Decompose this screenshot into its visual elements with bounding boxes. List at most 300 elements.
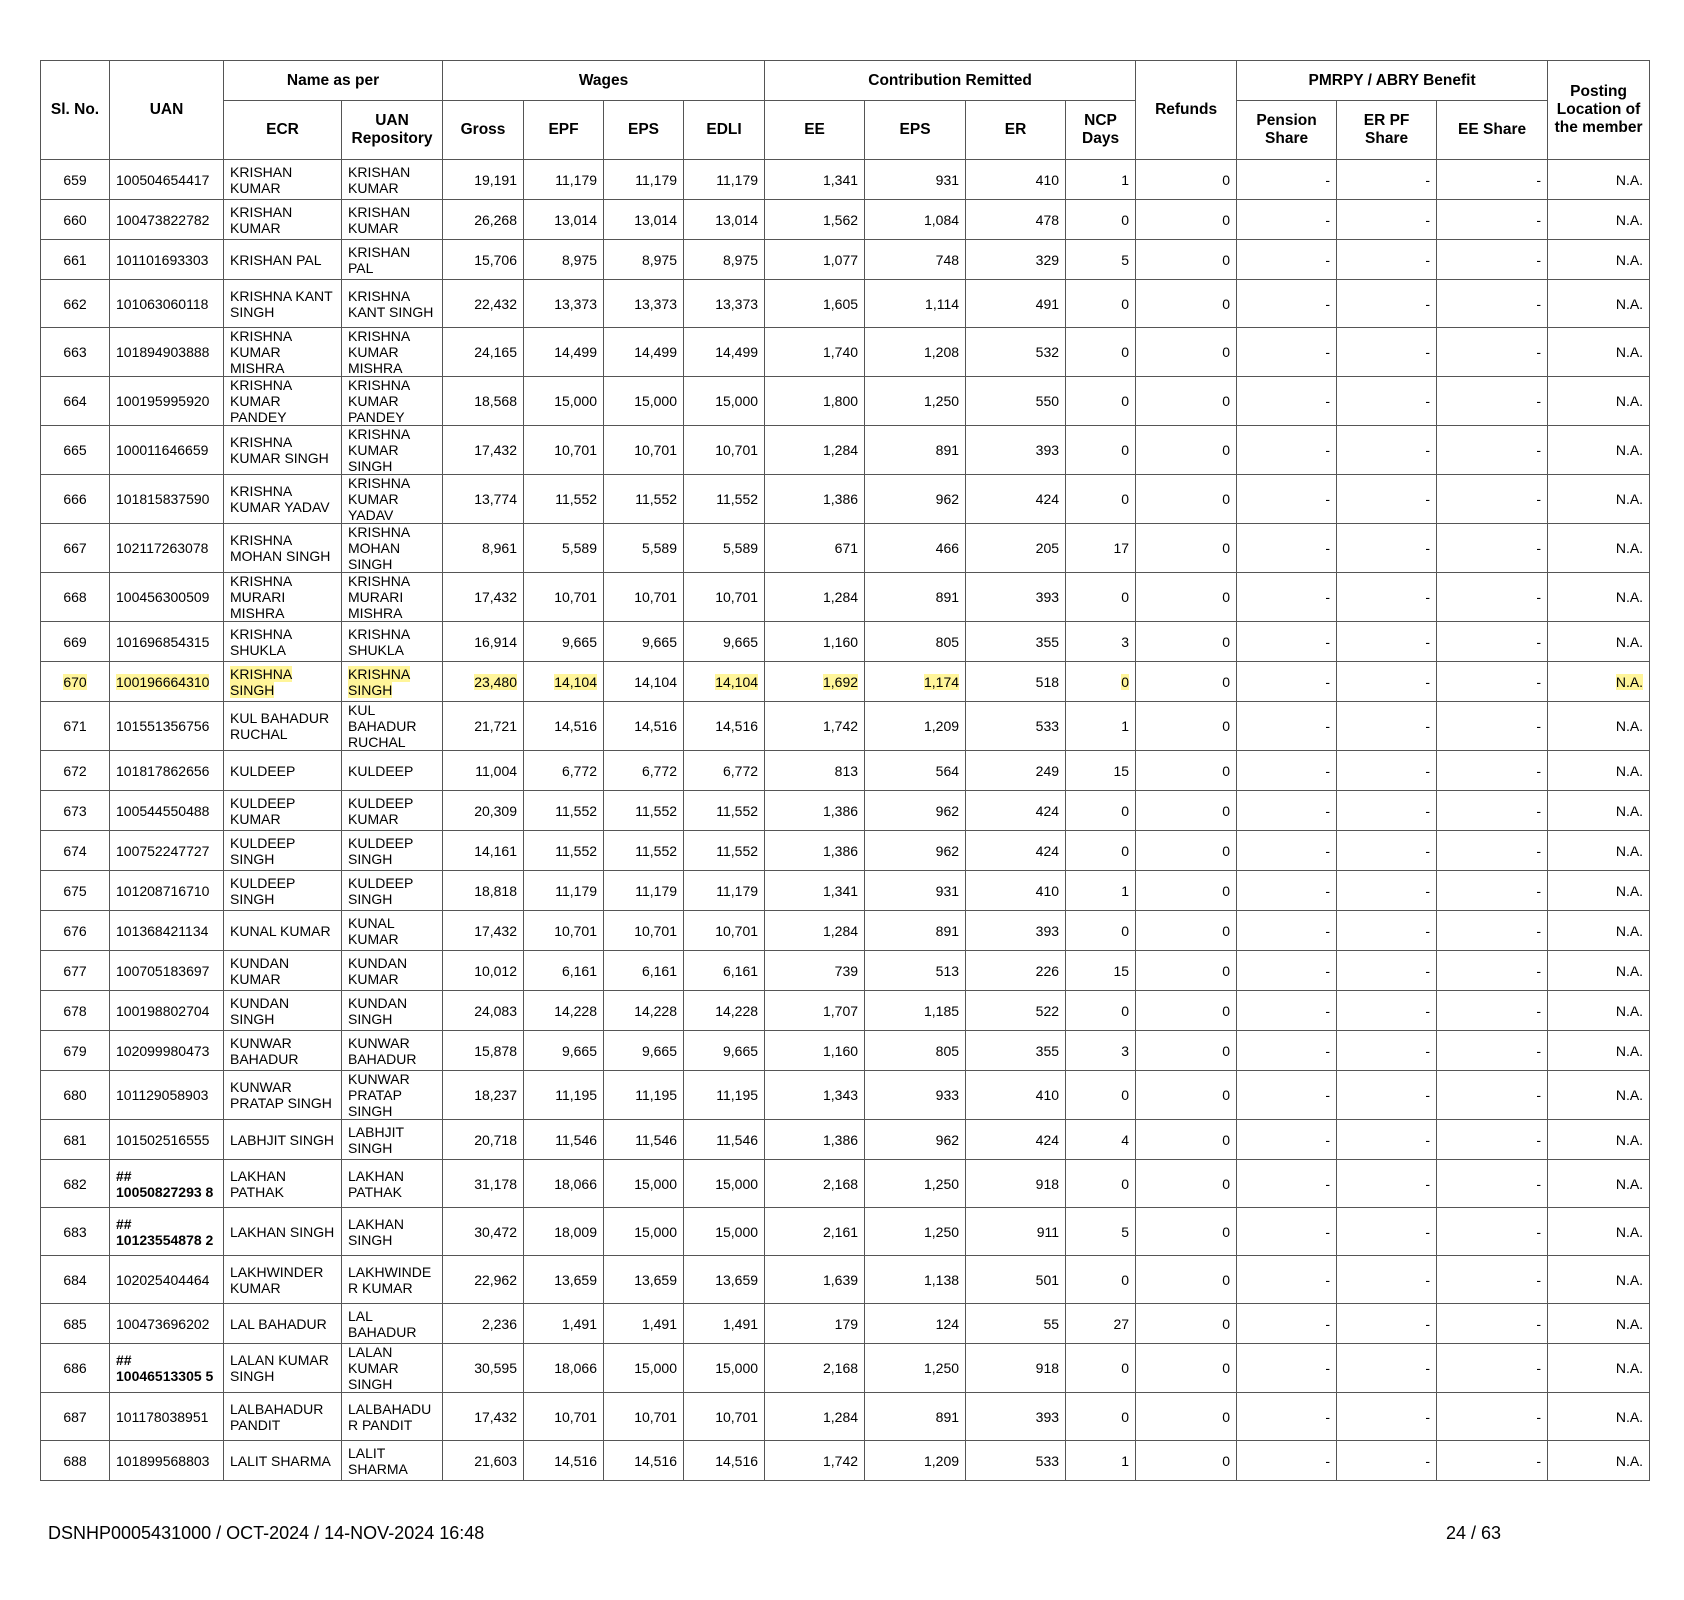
cell-er-pf-share: - xyxy=(1337,622,1437,662)
cell-sl-no: 666 xyxy=(41,475,110,524)
cell-uan: 100544550488 xyxy=(110,791,224,831)
cell-sl-no: 677 xyxy=(41,951,110,991)
cell-name-ecr: KULDEEP xyxy=(224,751,342,791)
cell-ee: 671 xyxy=(765,524,865,573)
cell-refunds: 0 xyxy=(1136,662,1237,702)
cell-posting-location: N.A. xyxy=(1548,377,1650,426)
cell-ee-share: - xyxy=(1437,1031,1548,1071)
cell-ee-share: - xyxy=(1437,160,1548,200)
cell-ee: 1,639 xyxy=(765,1256,865,1304)
col-sl-no: Sl. No. xyxy=(41,61,110,160)
cell-refunds: 0 xyxy=(1136,951,1237,991)
cell-epf: 10,701 xyxy=(524,573,604,622)
cell-gross: 19,191 xyxy=(443,160,524,200)
cell-edli: 15,000 xyxy=(684,1160,765,1208)
cell-edli: 11,552 xyxy=(684,791,765,831)
cell-name-repository: KULDEEP xyxy=(342,751,443,791)
cell-ncp-days: 0 xyxy=(1066,1071,1136,1120)
cell-name-ecr: KULDEEP SINGH xyxy=(224,831,342,871)
cell-sl-no: 681 xyxy=(41,1120,110,1160)
cell-posting-location: N.A. xyxy=(1548,426,1650,475)
cell-ee-share: - xyxy=(1437,871,1548,911)
cell-gross: 18,568 xyxy=(443,377,524,426)
cell-refunds: 0 xyxy=(1136,377,1237,426)
cell-eps-contribution: 933 xyxy=(865,1071,966,1120)
table-row xyxy=(41,377,1650,426)
cell-er: 911 xyxy=(966,1208,1066,1256)
cell-name-ecr: LAKHAN SINGH xyxy=(224,1208,342,1256)
cell-eps-contribution: 564 xyxy=(865,751,966,791)
cell-pension-share: - xyxy=(1237,1160,1337,1208)
table-body xyxy=(41,160,1650,1481)
cell-er-pf-share: - xyxy=(1337,426,1437,475)
cell-name-repository: LALIT SHARMA xyxy=(342,1441,443,1481)
cell-sl-no: 674 xyxy=(41,831,110,871)
cell-uan: 102117263078 xyxy=(110,524,224,573)
cell-er-pf-share: - xyxy=(1337,791,1437,831)
cell-ee: 1,692 xyxy=(765,662,865,702)
cell-edli: 11,179 xyxy=(684,871,765,911)
cell-er: 393 xyxy=(966,911,1066,951)
table-row xyxy=(41,831,1650,871)
cell-er-pf-share: - xyxy=(1337,573,1437,622)
cell-ncp-days: 0 xyxy=(1066,991,1136,1031)
cell-refunds: 0 xyxy=(1136,1344,1237,1393)
cell-eps-contribution: 1,209 xyxy=(865,702,966,751)
cell-posting-location: N.A. xyxy=(1548,1208,1650,1256)
cell-er: 532 xyxy=(966,328,1066,377)
cell-gross: 22,432 xyxy=(443,280,524,328)
cell-er-pf-share: - xyxy=(1337,911,1437,951)
cell-er-pf-share: - xyxy=(1337,1208,1437,1256)
cell-edli: 13,659 xyxy=(684,1256,765,1304)
cell-name-repository: KULDEEP SINGH xyxy=(342,831,443,871)
cell-name-repository: KUNWAR PRATAP SINGH xyxy=(342,1071,443,1120)
cell-pension-share: - xyxy=(1237,911,1337,951)
cell-ee-share: - xyxy=(1437,951,1548,991)
cell-name-ecr: KUNDAN KUMAR xyxy=(224,951,342,991)
cell-eps: 13,373 xyxy=(604,280,684,328)
cell-epf: 14,516 xyxy=(524,1441,604,1481)
cell-ee: 1,160 xyxy=(765,1031,865,1071)
cell-ee-share: - xyxy=(1437,524,1548,573)
cell-name-repository: LABHJIT SINGH xyxy=(342,1120,443,1160)
cell-epf: 14,228 xyxy=(524,991,604,1031)
cell-gross: 18,818 xyxy=(443,871,524,911)
cell-epf: 5,589 xyxy=(524,524,604,573)
group-name-as-per: Name as per xyxy=(224,61,443,101)
col-epf: EPF xyxy=(524,101,604,160)
cell-sl-no: 668 xyxy=(41,573,110,622)
cell-er: 355 xyxy=(966,1031,1066,1071)
cell-eps-contribution: 1,084 xyxy=(865,200,966,240)
cell-pension-share: - xyxy=(1237,426,1337,475)
cell-eps: 13,659 xyxy=(604,1256,684,1304)
cell-ncp-days: 0 xyxy=(1066,280,1136,328)
cell-ncp-days: 0 xyxy=(1066,1256,1136,1304)
table-header xyxy=(41,61,1650,160)
cell-name-repository: KUNDAN SINGH xyxy=(342,991,443,1031)
cell-name-ecr: KUNWAR PRATAP SINGH xyxy=(224,1071,342,1120)
cell-edli: 11,552 xyxy=(684,475,765,524)
table-row xyxy=(41,791,1650,831)
cell-uan: 100011646659 xyxy=(110,426,224,475)
cell-ncp-days: 0 xyxy=(1066,791,1136,831)
cell-name-ecr: KULDEEP SINGH xyxy=(224,871,342,911)
table-row xyxy=(41,1208,1650,1256)
cell-eps-contribution: 805 xyxy=(865,622,966,662)
cell-eps-contribution: 1,250 xyxy=(865,377,966,426)
cell-sl-no: 688 xyxy=(41,1441,110,1481)
col-ee-share: EE Share xyxy=(1437,101,1548,160)
cell-ee-share: - xyxy=(1437,991,1548,1031)
cell-er: 393 xyxy=(966,426,1066,475)
cell-pension-share: - xyxy=(1237,871,1337,911)
cell-pension-share: - xyxy=(1237,573,1337,622)
cell-edli: 13,014 xyxy=(684,200,765,240)
cell-ee-share: - xyxy=(1437,377,1548,426)
cell-eps-contribution: 1,114 xyxy=(865,280,966,328)
cell-ee: 2,161 xyxy=(765,1208,865,1256)
table-row xyxy=(41,871,1650,911)
cell-er-pf-share: - xyxy=(1337,1120,1437,1160)
cell-uan: 101815837590 xyxy=(110,475,224,524)
cell-uan: 101551356756 xyxy=(110,702,224,751)
cell-name-ecr: KRISHNA SHUKLA xyxy=(224,622,342,662)
cell-uan: ## 10050827293 8 xyxy=(110,1160,224,1208)
table-row xyxy=(41,662,1650,702)
cell-name-repository: LALBAHADU R PANDIT xyxy=(342,1393,443,1441)
cell-uan: 100473696202 xyxy=(110,1304,224,1344)
cell-ee-share: - xyxy=(1437,662,1548,702)
cell-ee-share: - xyxy=(1437,426,1548,475)
cell-er-pf-share: - xyxy=(1337,1256,1437,1304)
cell-posting-location: N.A. xyxy=(1548,871,1650,911)
group-wages: Wages xyxy=(443,61,765,101)
cell-er-pf-share: - xyxy=(1337,831,1437,871)
cell-gross: 17,432 xyxy=(443,573,524,622)
cell-posting-location: N.A. xyxy=(1548,911,1650,951)
cell-ee-share: - xyxy=(1437,1160,1548,1208)
cell-epf: 9,665 xyxy=(524,1031,604,1071)
table-row xyxy=(41,991,1650,1031)
cell-name-ecr: KRISHNA KUMAR SINGH xyxy=(224,426,342,475)
table-row xyxy=(41,1441,1650,1481)
cell-eps: 14,228 xyxy=(604,991,684,1031)
cell-ee-share: - xyxy=(1437,1393,1548,1441)
cell-ncp-days: 1 xyxy=(1066,702,1136,751)
cell-edli: 11,552 xyxy=(684,831,765,871)
cell-er: 550 xyxy=(966,377,1066,426)
cell-epf: 15,000 xyxy=(524,377,604,426)
cell-ee: 1,343 xyxy=(765,1071,865,1120)
cell-eps: 6,772 xyxy=(604,751,684,791)
cell-sl-no: 662 xyxy=(41,280,110,328)
cell-name-repository: KUNAL KUMAR xyxy=(342,911,443,951)
table-row xyxy=(41,573,1650,622)
cell-eps: 10,701 xyxy=(604,573,684,622)
cell-ee-share: - xyxy=(1437,1256,1548,1304)
cell-pension-share: - xyxy=(1237,622,1337,662)
cell-eps-contribution: 931 xyxy=(865,160,966,200)
col-uan-repository: UAN Repository xyxy=(342,101,443,160)
cell-eps: 15,000 xyxy=(604,1160,684,1208)
cell-refunds: 0 xyxy=(1136,200,1237,240)
cell-ee-share: - xyxy=(1437,702,1548,751)
cell-er: 424 xyxy=(966,1120,1066,1160)
cell-eps: 9,665 xyxy=(604,1031,684,1071)
table-row xyxy=(41,951,1650,991)
cell-ee-share: - xyxy=(1437,1304,1548,1344)
cell-name-repository: KRISHNA SHUKLA xyxy=(342,622,443,662)
cell-refunds: 0 xyxy=(1136,475,1237,524)
cell-name-repository: KRISHAN PAL xyxy=(342,240,443,280)
cell-name-ecr: KRISHNA KANT SINGH xyxy=(224,280,342,328)
cell-gross: 21,721 xyxy=(443,702,524,751)
cell-edli: 14,499 xyxy=(684,328,765,377)
cell-ee: 1,386 xyxy=(765,475,865,524)
cell-edli: 1,491 xyxy=(684,1304,765,1344)
cell-ee-share: - xyxy=(1437,751,1548,791)
cell-er: 226 xyxy=(966,951,1066,991)
cell-name-ecr: KRISHNA KUMAR MISHRA xyxy=(224,328,342,377)
cell-sl-no: 685 xyxy=(41,1304,110,1344)
cell-eps: 14,104 xyxy=(604,662,684,702)
cell-eps: 14,516 xyxy=(604,702,684,751)
cell-ncp-days: 0 xyxy=(1066,200,1136,240)
cell-er-pf-share: - xyxy=(1337,951,1437,991)
cell-gross: 11,004 xyxy=(443,751,524,791)
cell-er: 410 xyxy=(966,1071,1066,1120)
col-eps: EPS xyxy=(604,101,684,160)
col-gross: Gross xyxy=(443,101,524,160)
cell-ncp-days: 3 xyxy=(1066,622,1136,662)
cell-ee: 1,742 xyxy=(765,702,865,751)
cell-ncp-days: 17 xyxy=(1066,524,1136,573)
cell-ee-share: - xyxy=(1437,1208,1548,1256)
cell-refunds: 0 xyxy=(1136,1393,1237,1441)
col-edli: EDLI xyxy=(684,101,765,160)
cell-ncp-days: 5 xyxy=(1066,1208,1136,1256)
cell-er-pf-share: - xyxy=(1337,1304,1437,1344)
cell-er-pf-share: - xyxy=(1337,991,1437,1031)
cell-er-pf-share: - xyxy=(1337,1031,1437,1071)
table-row xyxy=(41,1256,1650,1304)
cell-gross: 10,012 xyxy=(443,951,524,991)
cell-edli: 11,546 xyxy=(684,1120,765,1160)
cell-edli: 10,701 xyxy=(684,426,765,475)
cell-er: 501 xyxy=(966,1256,1066,1304)
cell-posting-location: N.A. xyxy=(1548,1441,1650,1481)
cell-edli: 14,104 xyxy=(684,662,765,702)
cell-name-repository: KRISHNA KUMAR SINGH xyxy=(342,426,443,475)
cell-er: 424 xyxy=(966,791,1066,831)
cell-epf: 18,009 xyxy=(524,1208,604,1256)
cell-pension-share: - xyxy=(1237,791,1337,831)
cell-uan: 101129058903 xyxy=(110,1071,224,1120)
cell-refunds: 0 xyxy=(1136,911,1237,951)
cell-name-repository: KULDEEP KUMAR xyxy=(342,791,443,831)
col-eps-contribution: EPS xyxy=(865,101,966,160)
cell-eps-contribution: 962 xyxy=(865,475,966,524)
cell-edli: 11,179 xyxy=(684,160,765,200)
cell-ncp-days: 3 xyxy=(1066,1031,1136,1071)
cell-ee-share: - xyxy=(1437,1441,1548,1481)
cell-sl-no: 665 xyxy=(41,426,110,475)
cell-eps: 11,552 xyxy=(604,475,684,524)
cell-epf: 13,373 xyxy=(524,280,604,328)
cell-ee-share: - xyxy=(1437,911,1548,951)
cell-ee-share: - xyxy=(1437,328,1548,377)
cell-gross: 30,595 xyxy=(443,1344,524,1393)
table-row xyxy=(41,1120,1650,1160)
cell-eps: 13,014 xyxy=(604,200,684,240)
cell-sl-no: 663 xyxy=(41,328,110,377)
cell-uan: 100196664310 xyxy=(110,662,224,702)
table-row xyxy=(41,1393,1650,1441)
cell-refunds: 0 xyxy=(1136,524,1237,573)
cell-refunds: 0 xyxy=(1136,751,1237,791)
cell-epf: 14,499 xyxy=(524,328,604,377)
cell-edli: 15,000 xyxy=(684,1344,765,1393)
cell-refunds: 0 xyxy=(1136,573,1237,622)
cell-name-ecr: KRISHAN PAL xyxy=(224,240,342,280)
col-er: ER xyxy=(966,101,1066,160)
cell-uan: ## 10046513305 5 xyxy=(110,1344,224,1393)
cell-eps-contribution: 513 xyxy=(865,951,966,991)
cell-gross: 23,480 xyxy=(443,662,524,702)
cell-eps-contribution: 891 xyxy=(865,573,966,622)
cell-eps: 11,552 xyxy=(604,791,684,831)
table-row xyxy=(41,475,1650,524)
cell-sl-no: 673 xyxy=(41,791,110,831)
cell-er-pf-share: - xyxy=(1337,702,1437,751)
cell-pension-share: - xyxy=(1237,1344,1337,1393)
cell-edli: 15,000 xyxy=(684,1208,765,1256)
cell-epf: 1,491 xyxy=(524,1304,604,1344)
cell-er: 533 xyxy=(966,1441,1066,1481)
cell-name-repository: KRISHNA KUMAR PANDEY xyxy=(342,377,443,426)
cell-uan: 101894903888 xyxy=(110,328,224,377)
cell-er: 393 xyxy=(966,573,1066,622)
cell-refunds: 0 xyxy=(1136,426,1237,475)
cell-eps: 10,701 xyxy=(604,426,684,475)
cell-er-pf-share: - xyxy=(1337,524,1437,573)
cell-posting-location: N.A. xyxy=(1548,573,1650,622)
cell-er-pf-share: - xyxy=(1337,1071,1437,1120)
cell-edli: 10,701 xyxy=(684,911,765,951)
cell-name-ecr: LABHJIT SINGH xyxy=(224,1120,342,1160)
cell-sl-no: 686 xyxy=(41,1344,110,1393)
cell-ee-share: - xyxy=(1437,791,1548,831)
cell-name-repository: KRISHNA KUMAR MISHRA xyxy=(342,328,443,377)
cell-eps-contribution: 1,250 xyxy=(865,1208,966,1256)
cell-sl-no: 683 xyxy=(41,1208,110,1256)
cell-ncp-days: 0 xyxy=(1066,1393,1136,1441)
cell-pension-share: - xyxy=(1237,751,1337,791)
cell-eps-contribution: 1,174 xyxy=(865,662,966,702)
cell-er: 522 xyxy=(966,991,1066,1031)
cell-epf: 13,659 xyxy=(524,1256,604,1304)
cell-ee: 1,386 xyxy=(765,1120,865,1160)
cell-name-ecr: KRISHAN KUMAR xyxy=(224,200,342,240)
cell-ee: 1,707 xyxy=(765,991,865,1031)
cell-er: 424 xyxy=(966,475,1066,524)
cell-epf: 11,546 xyxy=(524,1120,604,1160)
cell-uan: 101502516555 xyxy=(110,1120,224,1160)
cell-eps-contribution: 962 xyxy=(865,831,966,871)
cell-posting-location: N.A. xyxy=(1548,524,1650,573)
cell-name-repository: KUNWAR BAHADUR xyxy=(342,1031,443,1071)
cell-edli: 10,701 xyxy=(684,1393,765,1441)
cell-eps-contribution: 748 xyxy=(865,240,966,280)
cell-er-pf-share: - xyxy=(1337,240,1437,280)
cell-eps-contribution: 891 xyxy=(865,1393,966,1441)
cell-refunds: 0 xyxy=(1136,622,1237,662)
cell-epf: 11,179 xyxy=(524,160,604,200)
table-row xyxy=(41,622,1650,662)
cell-ee: 2,168 xyxy=(765,1344,865,1393)
cell-pension-share: - xyxy=(1237,280,1337,328)
cell-ee: 1,740 xyxy=(765,328,865,377)
table-row xyxy=(41,702,1650,751)
cell-name-ecr: LALAN KUMAR SINGH xyxy=(224,1344,342,1393)
cell-posting-location: N.A. xyxy=(1548,1071,1650,1120)
cell-pension-share: - xyxy=(1237,662,1337,702)
cell-posting-location: N.A. xyxy=(1548,1160,1650,1208)
table-row xyxy=(41,240,1650,280)
cell-uan: 100705183697 xyxy=(110,951,224,991)
cell-pension-share: - xyxy=(1237,1393,1337,1441)
cell-er-pf-share: - xyxy=(1337,1393,1437,1441)
cell-uan: 101208716710 xyxy=(110,871,224,911)
contribution-table xyxy=(40,60,1650,1481)
cell-pension-share: - xyxy=(1237,240,1337,280)
cell-refunds: 0 xyxy=(1136,1031,1237,1071)
cell-uan: 100752247727 xyxy=(110,831,224,871)
cell-ee: 813 xyxy=(765,751,865,791)
cell-ee: 1,341 xyxy=(765,871,865,911)
cell-epf: 6,772 xyxy=(524,751,604,791)
cell-epf: 11,552 xyxy=(524,791,604,831)
table-row xyxy=(41,200,1650,240)
cell-ee: 179 xyxy=(765,1304,865,1344)
cell-eps: 15,000 xyxy=(604,1344,684,1393)
cell-name-ecr: KUNDAN SINGH xyxy=(224,991,342,1031)
cell-eps: 11,546 xyxy=(604,1120,684,1160)
cell-ee: 1,341 xyxy=(765,160,865,200)
cell-sl-no: 675 xyxy=(41,871,110,911)
cell-edli: 13,373 xyxy=(684,280,765,328)
cell-uan: 101899568803 xyxy=(110,1441,224,1481)
cell-refunds: 0 xyxy=(1136,160,1237,200)
cell-ee: 1,284 xyxy=(765,1393,865,1441)
cell-posting-location: N.A. xyxy=(1548,160,1650,200)
cell-epf: 11,552 xyxy=(524,475,604,524)
cell-name-ecr: KRISHNA KUMAR PANDEY xyxy=(224,377,342,426)
cell-ee: 1,605 xyxy=(765,280,865,328)
table-row xyxy=(41,1344,1650,1393)
cell-gross: 17,432 xyxy=(443,426,524,475)
cell-ee: 2,168 xyxy=(765,1160,865,1208)
cell-posting-location: N.A. xyxy=(1548,831,1650,871)
cell-refunds: 0 xyxy=(1136,1441,1237,1481)
cell-gross: 22,962 xyxy=(443,1256,524,1304)
cell-ncp-days: 1 xyxy=(1066,871,1136,911)
cell-eps: 11,195 xyxy=(604,1071,684,1120)
cell-posting-location: N.A. xyxy=(1548,1393,1650,1441)
cell-refunds: 0 xyxy=(1136,1304,1237,1344)
